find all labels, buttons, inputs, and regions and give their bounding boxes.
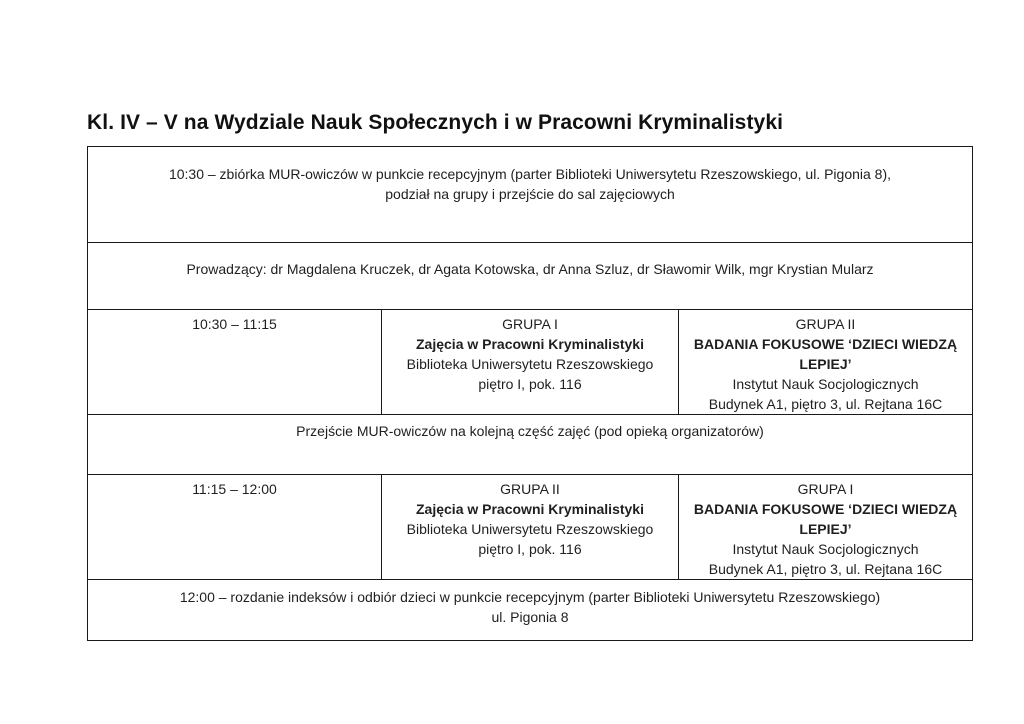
transfer-text: Przejście MUR-owiczów na kolejną część zajęć (pod opieką organizatorów) xyxy=(296,423,764,439)
session-1-time-cell xyxy=(88,310,382,415)
session-2-row xyxy=(88,475,973,580)
session-1-focus-cell xyxy=(679,310,973,415)
session-2-workshop-cell xyxy=(382,475,679,580)
closing-row xyxy=(88,580,973,641)
session-1-focus-location-1: Instytut Nauk Socjologicznych xyxy=(732,376,919,392)
session-2-focus-location-2: Budynek A1, piętro 3, ul. Rejtana 16C xyxy=(708,561,943,577)
assembly-line-1: 10:30 – zbiórka MUR-owiczów w punkcie recepcyjnym (parter Biblioteki Uniwersytetu Rzeszowskiego, ul. Pigonia 8), xyxy=(168,166,892,182)
transfer-row xyxy=(88,415,973,475)
session-2-workshop-title: Zajęcia w Pracowni Kryminalistyki xyxy=(416,501,644,517)
session-2-focus-location-1: Instytut Nauk Socjologicznych xyxy=(732,541,919,557)
session-1-workshop-title: Zajęcia w Pracowni Kryminalistyki xyxy=(416,336,644,352)
session-1-focus-location-2: Budynek A1, piętro 3, ul. Rejtana 16C xyxy=(708,396,943,412)
assembly-cell xyxy=(88,147,973,243)
document-title: Kl. IV – V na Wydziale Nauk Społecznych i w Pracowni Kryminalistyki xyxy=(87,111,784,134)
session-2-time: 11:15 – 12:00 xyxy=(192,481,277,497)
session-2-time-cell xyxy=(88,475,382,580)
closing-line-1: 12:00 – rozdanie indeksów i odbiór dzieci w punkcie recepcyjnym (parter Biblioteki Uniwersytetu Rzeszowskiego) xyxy=(179,589,881,605)
session-2-workshop-group: GRUPA II xyxy=(500,481,560,497)
document-content xyxy=(87,109,973,641)
leaders-cell xyxy=(88,243,973,310)
leaders-text: Prowadzący: dr Magdalena Kruczek, dr Agata Kotowska, dr Anna Szluz, dr Sławomir Wilk, mgr Krystian Mularz xyxy=(186,261,874,277)
session-2-workshop-location-2: piętro I, pok. 116 xyxy=(478,541,582,557)
closing-cell xyxy=(88,580,973,641)
session-2-workshop-location-1: Biblioteka Uniwersytetu Rzeszowskiego xyxy=(406,521,654,537)
session-1-workshop-group: GRUPA I xyxy=(502,316,558,332)
session-1-workshop-location-1: Biblioteka Uniwersytetu Rzeszowskiego xyxy=(406,356,654,372)
closing-line-2: ul. Pigonia 8 xyxy=(491,609,569,625)
session-1-workshop-cell xyxy=(382,310,679,415)
session-1-focus-title: BADANIA FOKUSOWE ‘DZIECI WIEDZĄ LEPIEJ’ xyxy=(693,336,958,372)
leaders-row xyxy=(88,243,973,310)
assembly-line-2: podział na grupy i przejście do sal zajęciowych xyxy=(385,186,675,202)
session-1-workshop-location-2: piętro I, pok. 116 xyxy=(478,376,582,392)
session-1-time: 10:30 – 11:15 xyxy=(192,316,277,332)
session-2-focus-cell xyxy=(679,475,973,580)
session-1-focus-group: GRUPA II xyxy=(795,316,856,332)
schedule-table xyxy=(87,146,973,641)
transfer-cell xyxy=(88,415,973,475)
session-2-focus-group: GRUPA I xyxy=(797,481,854,497)
session-2-focus-title: BADANIA FOKUSOWE ‘DZIECI WIEDZĄ LEPIEJ’ xyxy=(693,501,958,537)
assembly-row xyxy=(88,147,973,243)
session-1-row xyxy=(88,310,973,415)
